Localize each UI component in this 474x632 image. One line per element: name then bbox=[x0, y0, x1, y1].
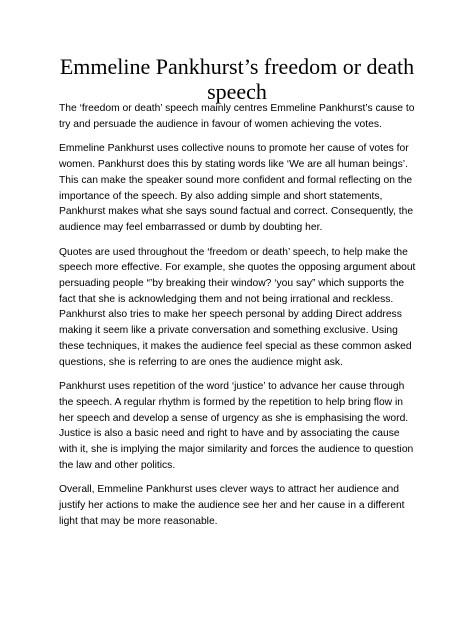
document-body bbox=[59, 101, 419, 539]
paragraph-quotes: Quotes are used throughout the ‘freedom or death’ speech, to help make the speech more effective. For example, she quotes the opposing argument about persuading people “’by breaking their window? ‘you say” which supports the fact that she is acknowledging them and not being irrational and reckless. Pankhurst also tries to make her speech personal by adding Direct address making it seem like a private conversation and something exclusive. Using these techniques, it makes the audience feel special as these common asked questions, she is referring to are ones the audience might ask. bbox=[59, 246, 416, 368]
paragraph-repetition: Pankhurst uses repetition of the word ‘justice’ to advance her cause through the speech. A regular rhythm is formed by the repetition to help bring flow in her speech and develop a sense of urgency as she is emphasising the word. Justice is also a basic need and right to have and by associating the cause with it, she is implying the major similarity and forces the audience to question the law and other politics. bbox=[59, 381, 414, 471]
paragraph-collective-nouns: Emmeline Pankhurst uses collective nouns to promote her cause of votes for women. Pankhurst does this by stating words like ‘We are all human beings’. This can make the speaker sound more confident and formal reflecting on the importance of the speech. By also adding simple and short statements, Pankhurst makes what she says sound factual and correct. Consequently, the audience may feel embarrassed or dumb by doubting her. bbox=[59, 143, 414, 233]
paragraph-conclusion: Overall, Emmeline Pankhurst uses clever ways to attract her audience and justify her actions to make the audience see her and her cause in a different light that may be more reasonable. bbox=[59, 484, 405, 527]
paragraph-intro: The ‘freedom or death’ speech mainly centres Emmeline Pankhurst’s cause to try and persuade the audience in favour of women achieving the votes. bbox=[59, 103, 415, 130]
document-title: Emmeline Pankhurst’s freedom or death speech bbox=[59, 54, 415, 104]
